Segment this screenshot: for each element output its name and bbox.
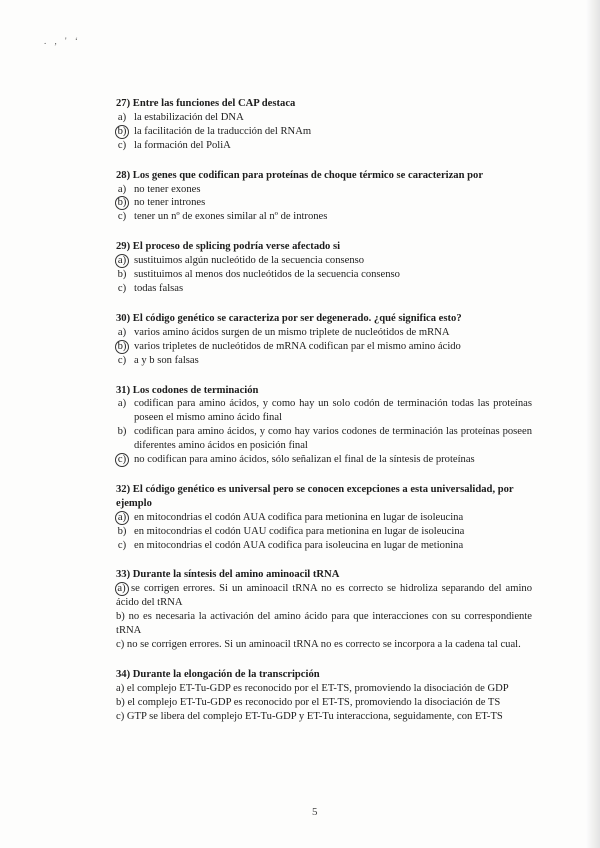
answer-option-selected <box>116 196 532 210</box>
scan-marks: . , ' ‘ <box>44 36 81 46</box>
option-text: la facilitación de la traducción del RNAm <box>134 125 312 137</box>
answer-option <box>116 682 532 696</box>
answer-options <box>116 682 532 724</box>
option-text: no tener exones <box>134 183 201 195</box>
option-text: no se corrigen errores. Si un aminoacil tRNA no es correcto se incorpora a la cadena tal cual. <box>126 639 521 650</box>
option-letter: a) <box>117 583 126 595</box>
answer-option <box>116 425 532 453</box>
question-block <box>116 169 532 225</box>
option-letter: c) <box>117 454 127 466</box>
answer-options <box>116 397 532 467</box>
option-text: sustituimos algún nucleótido de la secuencia consenso <box>134 255 365 267</box>
option-letter: b) <box>116 611 125 623</box>
question-text: El proceso de splicing podría verse afectado si <box>132 241 341 253</box>
answer-option <box>116 525 532 539</box>
question-text: El código genético se caracteriza por ser degenerado. ¿qué significa esto? <box>132 312 462 324</box>
question-block <box>116 384 532 467</box>
option-text: a y b son falsas <box>134 354 199 366</box>
option-text: en mitocondrias el codón AUA codifica para metionina en lugar de isoleucina <box>134 511 464 523</box>
option-text: varios tripletes de nucleótidos de mRNA codifican par el mismo amino ácido <box>134 340 461 352</box>
option-letter: b) <box>117 125 127 137</box>
question-number: 34) <box>116 668 131 680</box>
option-text: tener un nº de exones similar al nº de intrones <box>134 211 328 223</box>
question-title <box>116 312 532 326</box>
answer-option <box>116 696 532 710</box>
option-letter: b) <box>117 426 127 438</box>
option-letter: a) <box>117 255 127 267</box>
answer-option <box>116 354 532 368</box>
option-text: la formación del PoliA <box>134 139 231 151</box>
question-title <box>116 483 532 511</box>
scan-edge-shadow <box>586 0 600 848</box>
question-block <box>116 568 532 651</box>
option-text: varios amino ácidos surgen de un mismo triplete de nucleótidos de mRNA <box>134 326 450 338</box>
option-text: GTP se libera del complejo ET-Tu-GDP y ET-Tu interacciona, seguidamente, con ET-TS <box>126 710 503 722</box>
answer-option <box>116 710 532 724</box>
question-block <box>116 240 532 296</box>
answer-option <box>116 638 532 652</box>
option-letter: a) <box>117 111 127 123</box>
option-letter: c) <box>117 539 127 551</box>
question-title <box>116 240 532 254</box>
question-title <box>116 97 532 111</box>
option-letter: a) <box>117 511 127 523</box>
option-letter: a) <box>117 326 127 338</box>
option-letter: c) <box>117 139 127 151</box>
answer-option <box>116 326 532 340</box>
option-text: no es necesaria la activación del amino ácido para que interacciones con su correspondiente tRNA <box>116 611 532 637</box>
option-letter: c) <box>116 710 125 722</box>
question-text: Entre las funciones del CAP destaca <box>132 98 296 109</box>
question-block <box>116 97 532 153</box>
question-block <box>116 668 532 724</box>
answer-option <box>116 539 532 553</box>
option-text: en mitocondrias el codón AUA codifica para isoleucina en lugar de metionina <box>134 539 464 551</box>
option-letter: c) <box>117 282 127 294</box>
question-text: Los genes que codifican para proteínas de choque térmico se caracterizan por <box>132 169 484 181</box>
answer-option-selected <box>116 453 532 467</box>
option-letter: b) <box>117 197 127 209</box>
answer-option-selected <box>116 340 532 354</box>
answer-option <box>116 397 532 425</box>
option-letter: a) <box>117 183 127 195</box>
answer-option-selected <box>116 511 532 525</box>
page-number: 5 <box>312 806 318 818</box>
option-letter: a) <box>117 398 127 410</box>
question-title <box>116 568 532 582</box>
question-number: 27) <box>116 98 131 109</box>
answer-option <box>116 183 532 197</box>
option-text: el complejo ET-Tu-GDP es reconocido por el ET-TS, promoviendo la disociación de GDP <box>126 682 509 694</box>
question-title <box>116 169 532 183</box>
option-letter: c) <box>117 211 127 223</box>
question-text: Los codones de terminación <box>132 384 259 396</box>
option-text: sustituimos al menos dos nucleótidos de la secuencia consenso <box>134 269 400 281</box>
question-text: Durante la elongación de la transcripción <box>132 668 320 680</box>
answer-option <box>116 139 532 153</box>
option-letter: c) <box>116 639 125 650</box>
answer-option <box>116 282 532 296</box>
option-text: la estabilización del DNA <box>134 111 244 123</box>
answer-option <box>116 111 532 125</box>
answer-options <box>116 254 532 296</box>
question-text: El código genético es universal pero se conocen excepciones a esta universalidad, por ejemplo <box>116 483 514 509</box>
option-letter: b) <box>117 340 127 352</box>
answer-options <box>116 326 532 368</box>
question-block <box>116 483 532 553</box>
answer-options <box>116 511 532 553</box>
option-text: codifican para amino ácidos, y como hay varios codones de terminación las proteínas poseen diferentes amino ácidos en posición final <box>134 426 532 452</box>
answer-options <box>116 111 532 153</box>
option-letter: b) <box>117 525 127 537</box>
option-text: no codifican para amino ácidos, sólo señalizan el final de la síntesis de proteínas <box>134 454 475 466</box>
question-title <box>116 384 532 398</box>
option-text: el complejo ET-Tu-GDP es reconocido por el ET-TS, promoviendo la disociación de TS <box>127 696 501 708</box>
answer-option-selected <box>116 254 532 268</box>
question-title <box>116 668 532 682</box>
answer-option-selected <box>116 125 532 139</box>
question-list <box>116 97 532 740</box>
answer-option <box>116 610 532 638</box>
question-number: 30) <box>116 312 131 324</box>
option-text: todas falsas <box>134 282 184 294</box>
option-letter: c) <box>117 354 127 366</box>
option-text: codifican para amino ácidos, y como hay un solo codón de terminación todas las proteínas poseen el mismo amino ácido final <box>134 398 532 424</box>
question-number: 32) <box>116 483 131 495</box>
question-number: 33) <box>116 569 131 581</box>
option-letter: b) <box>117 269 127 281</box>
question-number: 28) <box>116 169 131 181</box>
option-text: se corrigen errores. Si un aminoacil tRNA no es correcto se hidroliza separando del amino ácido del tRNA <box>116 583 532 609</box>
question-number: 31) <box>116 384 131 396</box>
option-letter: a) <box>116 682 125 694</box>
answer-option-selected <box>116 582 532 610</box>
answer-option <box>116 268 532 282</box>
answer-options <box>116 183 532 225</box>
question-text: Durante la síntesis del amino aminoacil tRNA <box>132 569 340 581</box>
question-number: 29) <box>116 241 131 253</box>
question-block <box>116 312 532 368</box>
option-text: no tener intrones <box>134 197 206 209</box>
answer-option <box>116 210 532 224</box>
answer-options <box>116 582 532 652</box>
option-letter: b) <box>116 696 125 708</box>
option-text: en mitocondrias el codón UAU codifica para metionina en lugar de isoleucina <box>134 525 465 537</box>
